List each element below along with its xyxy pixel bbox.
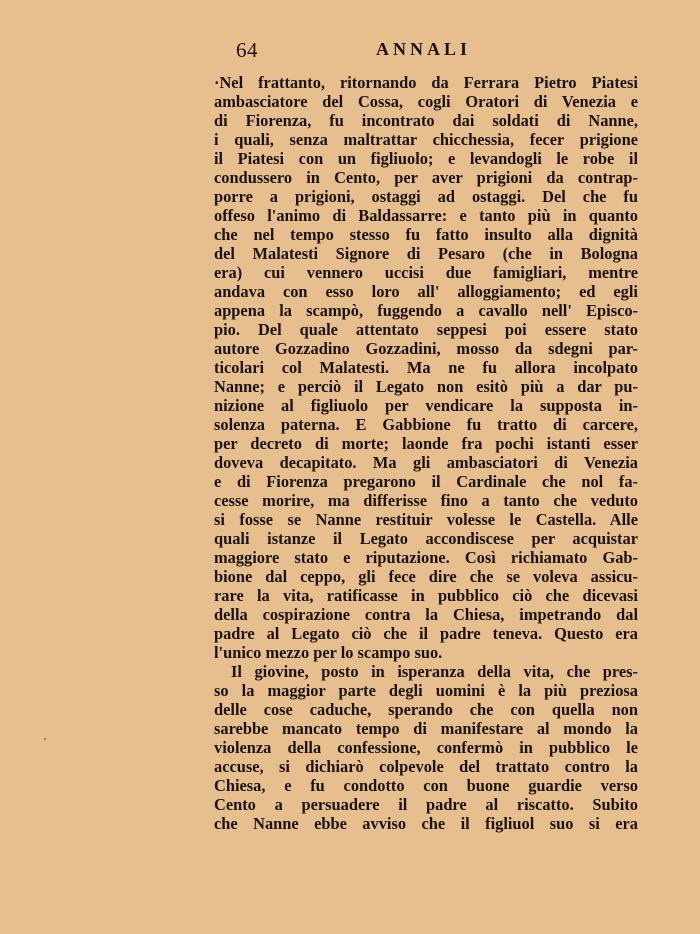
text-line: era) cui vennero uccisi due famigliari, mentre [214, 263, 638, 282]
text-line: solenza paterna. E Gabbione fu tratto di carcere, [214, 415, 638, 434]
text-line: ambasciatore del Cossa, cogli Oratori di Venezia e [214, 92, 638, 111]
text-line: che Nanne ebbe avviso che il figliuol suo si era [214, 814, 638, 833]
text-line: i quali, senza maltrattar chicchessia, fecer prigione [214, 130, 638, 149]
text-line: della cospirazione contra la Chiesa, impetrando dal [214, 605, 638, 624]
text-line: quali istanze il Legato accondiscese per acquistar [214, 529, 638, 548]
page-header [0, 38, 700, 64]
text-line: del Malatesti Signore di Pesaro (che in Bologna [214, 244, 638, 263]
text-line: di Fiorenza, fu incontrato dai soldati di Nanne, [214, 111, 638, 130]
paper-speck [44, 738, 46, 740]
text-line: maggiore stato e riputazione. Così richiamato Gab- [214, 548, 638, 567]
text-line: pio. Del quale attentato seppesi poi essere stato [214, 320, 638, 339]
text-line: Nanne; e perciò il Legato non esitò più a dar pu- [214, 377, 638, 396]
text-line: nizione al figliuolo per vendicare la supposta in- [214, 396, 638, 415]
text-line: Cento a persuadere il padre al riscatto. Subito [214, 795, 638, 814]
text-line: si fosse se Nanne restituir volesse le Castella. Alle [214, 510, 638, 529]
running-title: ANNALI [376, 39, 472, 59]
text-line: il Piatesi con un figliuolo; e levandogli le robe il [214, 149, 638, 168]
text-line: porre a prigioni, ostaggi ad ostaggi. Del che fu [214, 187, 638, 206]
text-line: per decreto di morte; laonde fra pochi istanti esser [214, 434, 638, 453]
text-line: Chiesa, e fu condotto con buone guardie verso [214, 776, 638, 795]
text-line: che nel tempo stesso fu fatto insulto alla dignità [214, 225, 638, 244]
text-line: rare la vita, ratificasse in pubblico ciò che dicevasi [214, 586, 638, 605]
body-text [214, 73, 638, 833]
text-line: violenza della confessione, confermò in pubblico le [214, 738, 638, 757]
paragraph-end-line: l'unico mezzo per lo scampo suo. [214, 643, 443, 662]
text-line: ·Nel frattanto, ritornando da Ferrara Pietro Piatesi [214, 73, 638, 92]
text-line: bione dal ceppo, gli fece dire che se voleva assicu- [214, 567, 638, 586]
paragraph-start-line: Il giovine, posto in isperanza della vita, che pres- [231, 662, 638, 681]
text-line: cesse morire, ma differisse fino a tanto che veduto [214, 491, 638, 510]
text-line: autore Gozzadino Gozzadini, mosso da sdegni par- [214, 339, 638, 358]
text-line: andava con esso loro all' alloggiamento; ed egli [214, 282, 638, 301]
text-line: doveva decapitato. Ma gli ambasciatori di Venezia [214, 453, 638, 472]
text-line: delle cose caduche, sperando che con quella non [214, 700, 638, 719]
text-line: padre al Legato ciò che il padre teneva. Questo era [214, 624, 638, 643]
text-line: appena la scampò, fuggendo a cavallo nell' Episco- [214, 301, 638, 320]
text-line: ticolari col Malatesti. Ma ne fu allora incolpato [214, 358, 638, 377]
text-line: offeso l'animo di Baldassarre: e tanto più in quanto [214, 206, 638, 225]
text-line: condussero in Cento, per aver prigioni da contrap- [214, 168, 638, 187]
page-number: 64 [236, 38, 258, 62]
text-line: so la maggior parte degli uomini è la più preziosa [214, 681, 638, 700]
text-line: accuse, si dichiarò colpevole del trattato contro la [214, 757, 638, 776]
text-line: sarebbe mancato tempo di manifestare al mondo la [214, 719, 638, 738]
text-line: e di Fiorenza pregarono il Cardinale che nol fa- [214, 472, 638, 491]
